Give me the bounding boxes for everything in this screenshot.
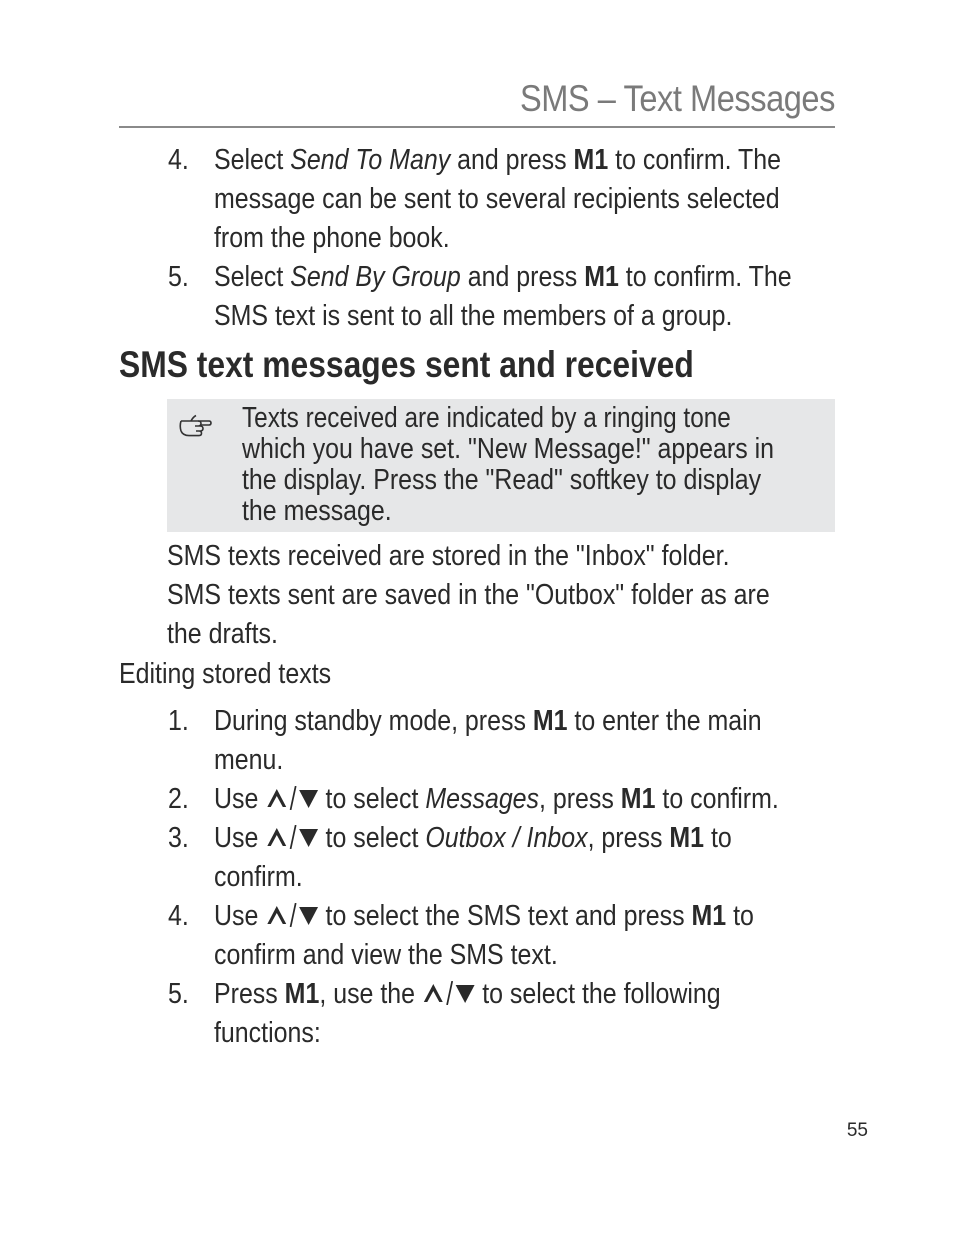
menu-term: Outbox / Inbox [425, 822, 588, 854]
step-text-line [214, 702, 762, 741]
step-number: 5. [168, 261, 189, 293]
text-run: During standby mode, press [214, 705, 533, 737]
page-number: 55 [846, 1120, 868, 1141]
key-label: M1 [620, 783, 656, 815]
text-run: to select [318, 822, 426, 854]
paragraph-line: SMS texts received are stored in the "Inbox" folder. [167, 540, 730, 572]
step-text-line [214, 780, 779, 819]
menu-term: Send By Group [290, 261, 461, 293]
text-run: message can be sent to several recipients selected [214, 183, 780, 215]
key-label: M1 [532, 705, 568, 737]
menu-term: Messages [425, 783, 540, 815]
text-run: to confirm. [655, 783, 779, 815]
text-run: Use [214, 783, 266, 815]
step-number: 4. [168, 144, 189, 176]
text-run: Use [214, 822, 266, 854]
paragraph-line: the drafts. [167, 618, 278, 650]
step-number: 5. [168, 978, 189, 1010]
text-run: confirm. [214, 861, 303, 893]
text-run: Press [214, 978, 285, 1010]
step-text-line [214, 219, 450, 258]
text-run: menu. [214, 744, 284, 776]
text-run: Use [214, 900, 266, 932]
note-line: Texts received are indicated by a ringing tone [242, 402, 731, 434]
text-run: and press [450, 144, 574, 176]
text-run: to select [318, 783, 426, 815]
up-down-arrow-icon [422, 981, 475, 1005]
text-run: SMS text is sent to all the members of a group. [214, 300, 733, 332]
step-text-line [214, 858, 303, 897]
step-text-line [214, 936, 558, 975]
subheading-editing: Editing stored texts [119, 658, 332, 690]
step-text-line [214, 897, 754, 936]
step-number: 4. [168, 900, 189, 932]
key-label: M1 [669, 822, 705, 854]
step-text-line [214, 258, 792, 297]
step-text-line [214, 297, 732, 336]
menu-term: Send To Many [290, 144, 451, 176]
text-run: and press [460, 261, 585, 293]
text-run: to select the SMS text and press [318, 900, 692, 932]
step-text-line [214, 1014, 321, 1053]
text-run: functions: [214, 1017, 321, 1049]
text-run: from the phone book. [214, 222, 450, 254]
key-label: M1 [573, 144, 609, 176]
key-label: M1 [584, 261, 619, 293]
note-line: the display. Press the "Read" softkey to display [242, 464, 762, 496]
up-down-arrow-icon [265, 786, 318, 810]
section-heading: SMS text messages sent and received [119, 344, 694, 385]
text-run: Select [214, 261, 291, 293]
paragraph-line: SMS texts sent are saved in the "Outbox" folder as are [167, 579, 770, 611]
up-down-arrow-icon [265, 903, 318, 927]
step-text-line [214, 975, 721, 1014]
step-number: 1. [168, 705, 189, 737]
text-run: to confirm. The [608, 144, 782, 176]
step-number: 2. [168, 783, 189, 815]
up-down-arrow-icon [265, 825, 318, 849]
running-header: SMS – Text Messages [520, 78, 835, 119]
text-run: , press [539, 783, 621, 815]
step-number: 3. [168, 822, 189, 854]
text-run: to [704, 822, 732, 854]
pointing-hand-icon [178, 412, 212, 440]
text-run: to select the following [475, 978, 721, 1010]
step-text-line [214, 819, 732, 858]
text-run: Select [214, 144, 291, 176]
key-label: M1 [284, 978, 320, 1010]
text-run: , use the [319, 978, 422, 1010]
text-run: to confirm. The [618, 261, 792, 293]
note-line: the message. [242, 495, 392, 527]
header-rule [119, 126, 835, 128]
step-text-line [214, 141, 781, 180]
text-run: , press [587, 822, 670, 854]
key-label: M1 [691, 900, 727, 932]
text-run: to [726, 900, 754, 932]
step-text-line [214, 741, 283, 780]
text-run: to enter the main [567, 705, 762, 737]
note-line: which you have set. "New Message!" appears in [242, 433, 775, 465]
text-run: confirm and view the SMS text. [214, 939, 558, 971]
step-text-line [214, 180, 780, 219]
